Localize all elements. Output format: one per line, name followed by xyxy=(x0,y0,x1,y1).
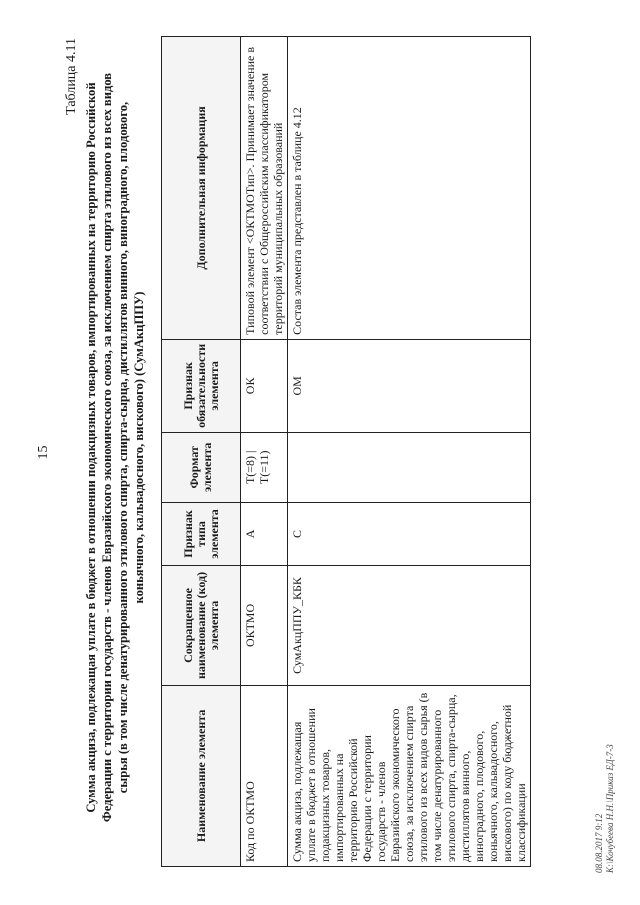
cell-element-required: ОК xyxy=(241,339,288,432)
cell-element-format xyxy=(241,432,288,502)
file-stamp xyxy=(594,744,616,873)
element-spec-table xyxy=(161,36,531,867)
column-header-format: Формат элемента xyxy=(162,432,241,502)
cell-element-format xyxy=(288,432,531,502)
cell-element-required: ОМ xyxy=(288,339,531,432)
cell-element-type: С xyxy=(288,502,531,565)
column-header-info: Дополнительная информация xyxy=(162,37,241,340)
file-stamp-path: К:\Кочубеева Н.Н.\Приказ ЕД-7-3 xyxy=(605,744,615,873)
table-header-row xyxy=(162,37,241,867)
file-stamp-date: 08.08.2017 9:12 xyxy=(594,813,604,873)
cell-element-code: СумАкцППУ_КБК xyxy=(288,566,531,686)
format-line: T(=8) | xyxy=(243,450,257,485)
table-row xyxy=(288,37,531,867)
format-line: T(=11) xyxy=(257,450,271,485)
table-label: Таблица 4.11 xyxy=(64,38,79,115)
cell-element-type: А xyxy=(241,502,288,565)
cell-element-name: Код по ОКТМО xyxy=(241,685,288,866)
page-number: 15 xyxy=(36,445,51,460)
cell-element-info: Типовой элемент <ОКТМОТип>. Принимает значение в соответствии с Общероссийским классификатором территорий муниципальных образований xyxy=(241,37,288,340)
cell-element-code: ОКТМО xyxy=(241,566,288,686)
cell-element-info: Состав элемента представлен в таблице 4.12 xyxy=(288,37,531,340)
column-header-type: Признак типа элемента xyxy=(162,502,241,565)
column-header-code: Сокращенное наименование (код) элемента xyxy=(162,566,241,686)
cell-element-name: Сумма акциза, подлежащая уплате в бюджет в отношении подакцизных товаров, импортированных на территорию Российской Федерации с территории государств - членов Евразийского экономического союза, за исключением спирта этилового из всех видов сырья (в том числе денатурированного этилового спирта, спирта-сырца, дистиллятов винного, виноградного, плодового, коньячного, кальвадосного, вискового) по коду бюджетной классификации xyxy=(288,685,531,866)
column-header-required: Признак обязательности элемента xyxy=(162,339,241,432)
column-header-name: Наименование элемента xyxy=(162,685,241,866)
table-row xyxy=(241,37,288,867)
table-caption: Сумма акциза, подлежащая уплате в бюджет в отношении подакцизных товаров, импортированных на территорию Российской Федерации с территории государств - членов Евразийского экономического союза, за исключением спирта этилового из всех видов сырья (в том числе денатурированного этилового спирта, спирта-сырца, дистиллятов винного, виноградного, плодового, коньячного, кальвадосного, вискового) (СумАкцППУ) xyxy=(84,72,146,823)
